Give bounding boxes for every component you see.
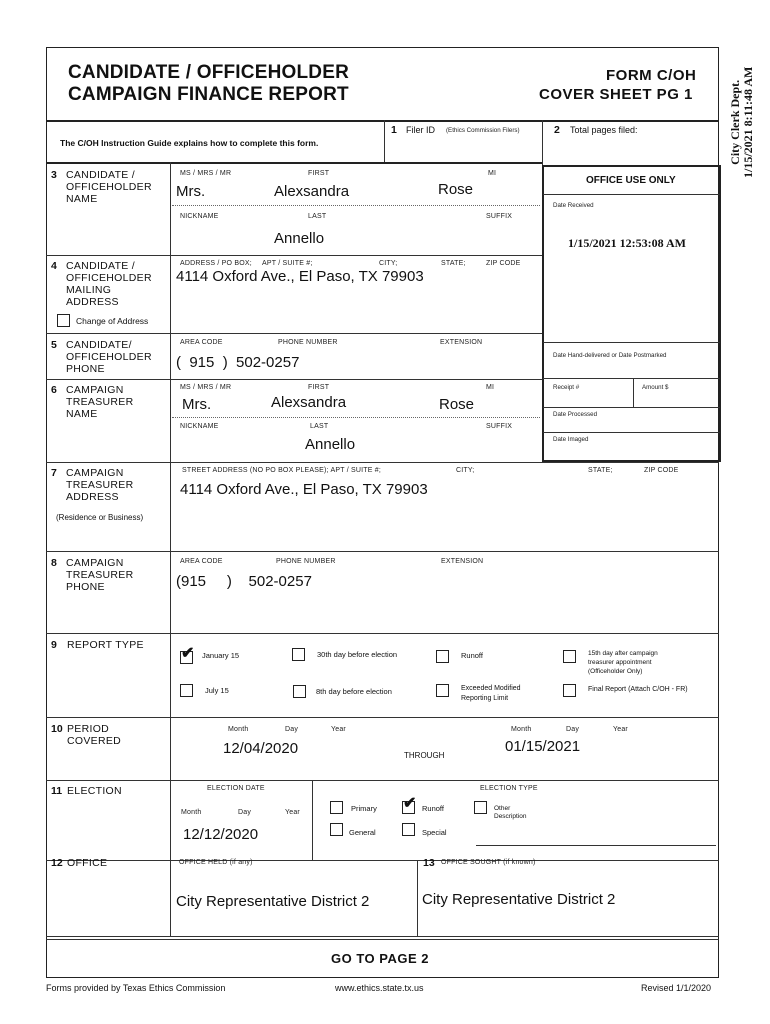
section-5-label-3: PHONE bbox=[66, 363, 105, 375]
candidate-last-value: Annello bbox=[274, 230, 325, 247]
treasurer-address-value: 4114 Oxford Ave., El Paso, TX 79903 bbox=[180, 481, 428, 498]
dotted-divider bbox=[172, 205, 540, 206]
header-mi: MI bbox=[488, 170, 497, 177]
section-10-label-1: PERIOD bbox=[67, 723, 110, 735]
section-4-num: 4 bbox=[51, 260, 57, 272]
divider bbox=[46, 780, 719, 781]
header-city: CITY; bbox=[456, 467, 475, 474]
header-extension: EXTENSION bbox=[441, 558, 484, 565]
divider bbox=[417, 860, 418, 936]
other-label-2: Description bbox=[494, 813, 527, 820]
header-mi: MI bbox=[486, 384, 495, 391]
exceeded-limit-label-1: Exceeded Modified bbox=[461, 685, 521, 692]
other-label-1: Other bbox=[494, 805, 511, 812]
section-11-num: 11 bbox=[51, 785, 63, 797]
divider bbox=[543, 407, 720, 408]
section-8-label-1: CAMPAIGN bbox=[66, 557, 124, 569]
general-label: General bbox=[349, 828, 376, 837]
election-runoff-label: Runoff bbox=[422, 804, 444, 813]
section-7-num: 7 bbox=[51, 467, 57, 479]
candidate-first-value: Alexsandra bbox=[274, 183, 350, 200]
header-office-sought: OFFICE SOUGHT (if known) bbox=[441, 859, 536, 866]
candidate-title-value: Mrs. bbox=[176, 183, 206, 200]
date-received-value: 1/15/2021 12:53:08 AM bbox=[568, 236, 686, 250]
go-to-page-2: GO TO PAGE 2 bbox=[331, 951, 429, 966]
office-use-title: OFFICE USE ONLY bbox=[586, 175, 676, 186]
section-4-label-2: OFFICEHOLDER bbox=[66, 272, 152, 284]
15th-day-label-2: treasurer appointment bbox=[588, 659, 652, 666]
amount-label: Amount $ bbox=[642, 384, 669, 391]
header-extension: EXTENSION bbox=[440, 339, 483, 346]
section-10-num: 10 bbox=[51, 723, 63, 735]
checkmark-icon: ✔ bbox=[181, 645, 195, 662]
divider bbox=[46, 633, 719, 634]
divider bbox=[633, 378, 634, 407]
30th-day-checkbox[interactable] bbox=[292, 648, 305, 661]
stamp-timestamp: 1/15/2021 8:11:48 AM bbox=[741, 66, 755, 178]
section-6-label-1: CAMPAIGN bbox=[66, 384, 124, 396]
form-code: FORM C/OH bbox=[606, 67, 697, 84]
total-pages-num: 2 bbox=[554, 124, 560, 136]
instruction-note: The C/OH Instruction Guide explains how to complete this form. bbox=[60, 138, 319, 148]
treasurer-phone-value: (915 ) 502-0257 bbox=[176, 573, 312, 590]
footer-revised: Revised 1/1/2020 bbox=[641, 983, 712, 993]
15th-day-checkbox[interactable] bbox=[563, 650, 576, 663]
divider bbox=[543, 194, 720, 195]
header-title: MS / MRS / MR bbox=[180, 384, 232, 391]
header-office-held: OFFICE HELD (if any) bbox=[179, 859, 253, 866]
header-nickname: NICKNAME bbox=[180, 423, 219, 430]
treasurer-title-value: Mrs. bbox=[182, 396, 212, 413]
header-suffix: SUFFIX bbox=[486, 423, 513, 430]
header-city: CITY; bbox=[379, 260, 398, 267]
header-nickname: NICKNAME bbox=[180, 213, 219, 220]
section-5-label-1: CANDIDATE/ bbox=[66, 339, 132, 351]
header-phone: PHONE NUMBER bbox=[278, 339, 338, 346]
footer-provided-by: Forms provided by Texas Ethics Commission bbox=[46, 983, 226, 993]
header-year: Year bbox=[331, 726, 346, 733]
stamp-department: City Clerk Dept. bbox=[728, 79, 742, 165]
filer-id-num: 1 bbox=[391, 124, 397, 136]
exceeded-limit-checkbox[interactable] bbox=[436, 684, 449, 697]
jan15-checkbox[interactable] bbox=[180, 645, 195, 664]
section-7-label-1: CAMPAIGN bbox=[66, 467, 124, 479]
exceeded-limit-label-2: Reporting Limit bbox=[461, 695, 509, 702]
section-5-num: 5 bbox=[51, 339, 57, 351]
period-to-value: 01/15/2021 bbox=[505, 738, 581, 755]
section-10-label-2: COVERED bbox=[67, 735, 122, 747]
other-checkbox[interactable] bbox=[474, 801, 487, 814]
special-checkbox[interactable] bbox=[402, 823, 415, 836]
divider bbox=[312, 780, 313, 860]
header-apt: APT / SUITE #; bbox=[262, 260, 313, 267]
divider bbox=[46, 462, 719, 463]
section-4-label-4: ADDRESS bbox=[66, 296, 119, 308]
8th-day-label: 8th day before election bbox=[316, 687, 392, 696]
candidate-phone-value: ( 915 ) 502-0257 bbox=[176, 354, 300, 371]
header-last: LAST bbox=[308, 213, 327, 220]
date-received-label: Date Received bbox=[553, 202, 594, 209]
filer-id-note: (Ethics Commission Filers) bbox=[446, 127, 520, 134]
header-first: FIRST bbox=[308, 170, 330, 177]
divider bbox=[46, 939, 719, 940]
header-state: STATE; bbox=[588, 467, 613, 474]
section-7-label-2: TREASURER bbox=[66, 479, 134, 491]
header-election-date: ELECTION DATE bbox=[207, 785, 265, 792]
header-area-code: AREA CODE bbox=[180, 339, 223, 346]
form-title-line1: CANDIDATE / OFFICEHOLDER bbox=[68, 62, 349, 83]
divider bbox=[46, 936, 719, 937]
divider bbox=[543, 432, 720, 433]
15th-day-label-3: (Officeholder Only) bbox=[588, 668, 643, 675]
divider bbox=[543, 342, 720, 343]
divider bbox=[46, 162, 542, 164]
header-title: MS / MRS / MR bbox=[180, 170, 232, 177]
section-6-num: 6 bbox=[51, 384, 57, 396]
header-phone: PHONE NUMBER bbox=[276, 558, 336, 565]
section-7-label-3: ADDRESS bbox=[66, 491, 119, 503]
header-last: LAST bbox=[310, 423, 329, 430]
header-day: Day bbox=[285, 726, 299, 733]
final-report-label: Final Report (Attach C/OH - FR) bbox=[588, 686, 688, 693]
divider bbox=[46, 860, 719, 861]
candidate-address-value: 4114 Oxford Ave., El Paso, TX 79903 bbox=[176, 268, 424, 285]
final-report-checkbox[interactable] bbox=[563, 684, 576, 697]
total-pages-label: Total pages filed: bbox=[570, 125, 638, 135]
section-5-label-2: OFFICEHOLDER bbox=[66, 351, 152, 363]
header-first: FIRST bbox=[308, 384, 330, 391]
header-state: STATE; bbox=[441, 260, 466, 267]
section-13-num: 13 bbox=[423, 857, 435, 869]
section-7-label-4: (Residence or Business) bbox=[56, 513, 144, 522]
section-6-label-3: NAME bbox=[66, 408, 98, 420]
hand-delivered-label: Date Hand-delivered or Date Postmarked bbox=[553, 352, 667, 359]
office-sought-value: City Representative District 2 bbox=[422, 891, 616, 908]
header-month: Month bbox=[511, 726, 532, 733]
section-8-label-3: PHONE bbox=[66, 581, 105, 593]
label-column-divider bbox=[170, 162, 171, 936]
section-6-label-2: TREASURER bbox=[66, 396, 134, 408]
treasurer-first-value: Alexsandra bbox=[271, 394, 347, 411]
8th-day-checkbox[interactable] bbox=[293, 685, 306, 698]
divider bbox=[46, 551, 719, 552]
section-3-num: 3 bbox=[51, 169, 57, 181]
header-election-type: ELECTION TYPE bbox=[480, 785, 538, 792]
section-4-label-3: MAILING bbox=[66, 284, 112, 296]
section-12-num: 12 bbox=[51, 857, 63, 869]
runoff-label: Runoff bbox=[461, 651, 483, 660]
section-3-label-1: CANDIDATE / bbox=[66, 169, 136, 181]
header-day: Day bbox=[566, 726, 580, 733]
form-title-line2: CAMPAIGN FINANCE REPORT bbox=[68, 84, 349, 105]
section-9-num: 9 bbox=[51, 639, 57, 651]
date-imaged-label: Date Imaged bbox=[553, 436, 589, 443]
receipt-label: Receipt # bbox=[553, 384, 580, 391]
header-zip: ZIP CODE bbox=[486, 260, 521, 267]
filer-id-label: Filer ID bbox=[406, 125, 435, 135]
divider bbox=[46, 379, 542, 380]
candidate-mi-value: Rose bbox=[438, 181, 474, 198]
general-checkbox[interactable] bbox=[330, 823, 343, 836]
header-year: Year bbox=[285, 809, 300, 816]
treasurer-last-value: Annello bbox=[305, 436, 356, 453]
special-label: Special bbox=[422, 828, 447, 837]
30th-day-label: 30th day before election bbox=[317, 650, 398, 659]
header-day: Day bbox=[238, 809, 252, 816]
primary-label: Primary bbox=[351, 804, 377, 813]
change-of-address-label: Change of Address bbox=[76, 316, 149, 326]
jul15-label: July 15 bbox=[205, 686, 229, 695]
section-8-num: 8 bbox=[51, 557, 57, 569]
election-date-value: 12/12/2020 bbox=[183, 826, 259, 843]
treasurer-mi-value: Rose bbox=[439, 396, 475, 413]
header-year: Year bbox=[613, 726, 628, 733]
section-9-label: REPORT TYPE bbox=[67, 639, 144, 651]
header-address: ADDRESS / PO BOX; bbox=[180, 260, 252, 267]
divider bbox=[384, 120, 385, 162]
divider bbox=[542, 120, 543, 165]
checkmark-icon: ✔ bbox=[403, 795, 417, 812]
jul15-checkbox[interactable] bbox=[180, 684, 193, 697]
period-from-value: 12/04/2020 bbox=[223, 740, 299, 757]
divider bbox=[46, 717, 719, 718]
office-held-value: City Representative District 2 bbox=[176, 893, 370, 910]
received-stamp bbox=[729, 67, 755, 178]
date-processed-label: Date Processed bbox=[553, 411, 598, 418]
header-street: STREET ADDRESS (NO PO BOX PLEASE); APT / SUITE #; bbox=[182, 467, 381, 474]
primary-checkbox[interactable] bbox=[330, 801, 343, 814]
header-suffix: SUFFIX bbox=[486, 213, 513, 220]
section-3-label-3: NAME bbox=[66, 193, 98, 205]
section-8-label-2: TREASURER bbox=[66, 569, 134, 581]
15th-day-label-1: 15th day after campaign bbox=[588, 650, 658, 657]
header-area-code: AREA CODE bbox=[180, 558, 223, 565]
form-page-label: COVER SHEET PG 1 bbox=[539, 86, 693, 103]
header-month: Month bbox=[228, 726, 249, 733]
dotted-divider bbox=[172, 417, 540, 418]
footer-url: www.ethics.state.tx.us bbox=[335, 983, 424, 993]
section-11-label: ELECTION bbox=[67, 785, 122, 797]
change-of-address-checkbox[interactable] bbox=[57, 314, 70, 327]
other-description-line bbox=[476, 845, 716, 846]
jan15-label: January 15 bbox=[202, 651, 240, 660]
section-3-label-2: OFFICEHOLDER bbox=[66, 181, 152, 193]
section-12-label: OFFICE bbox=[67, 857, 108, 869]
election-runoff-checkbox[interactable] bbox=[402, 795, 417, 814]
runoff-checkbox[interactable] bbox=[436, 650, 449, 663]
header-month: Month bbox=[181, 809, 202, 816]
through-label: THROUGH bbox=[404, 751, 445, 760]
divider bbox=[46, 333, 542, 334]
divider bbox=[46, 255, 542, 256]
section-4-label-1: CANDIDATE / bbox=[66, 260, 136, 272]
divider bbox=[543, 378, 720, 379]
header-divider bbox=[46, 120, 719, 122]
header-zip: ZIP CODE bbox=[644, 467, 679, 474]
